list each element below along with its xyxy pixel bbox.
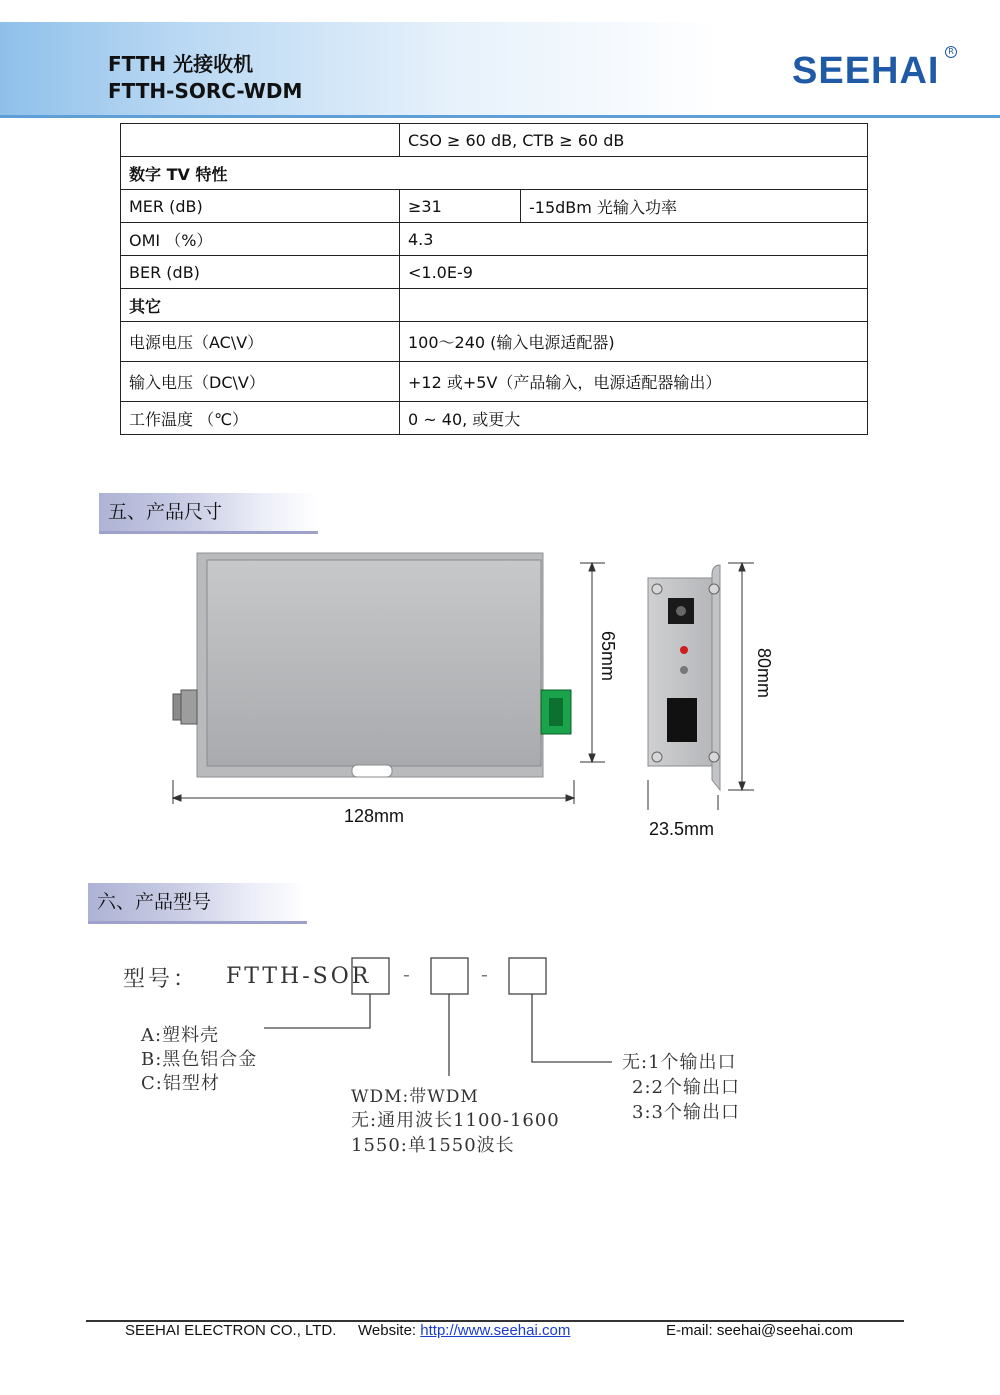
side-height-dimension-label: 80mm xyxy=(754,648,774,699)
model-label: 型号： xyxy=(123,967,199,992)
housing-option: C:铝型材 xyxy=(141,1073,220,1094)
spec-section-heading: 数字 TV 特性 xyxy=(121,157,868,190)
spec-cell: CSO ≥ 60 dB, CTB ≥ 60 dB xyxy=(400,124,868,157)
width-dimension-label: 128mm xyxy=(344,806,405,826)
front-view-image xyxy=(173,553,571,777)
spec-cell: +12 或+5V（产品输入，电源适配器输出） xyxy=(400,362,868,402)
spec-cell: 输入电压（DC\V） xyxy=(121,362,400,402)
footer-website xyxy=(358,1322,570,1339)
footer-website-label: Website: xyxy=(358,1322,417,1339)
seehai-logo: SEEHAI xyxy=(792,50,940,92)
spec-cell: 4.3 xyxy=(400,223,868,256)
spec-cell: <1.0E-9 xyxy=(400,256,868,289)
spec-cell: 工作温度 （℃） xyxy=(121,402,400,435)
model-dash: - xyxy=(403,962,411,986)
wdm-option: 1550:单1550波长 xyxy=(351,1135,515,1156)
housing-option: A:塑料壳 xyxy=(141,1025,220,1046)
model-dash: - xyxy=(481,962,489,986)
output-option: 无:1个输出口 xyxy=(622,1052,737,1073)
housing-option: B:黑色铝合金 xyxy=(141,1049,258,1070)
section-heading-dimensions: 五、产品尺寸 xyxy=(99,493,318,534)
spec-cell: OMI （%） xyxy=(121,223,400,256)
spec-cell: ≥31 xyxy=(400,190,521,223)
spec-section-heading: 其它 xyxy=(121,289,400,322)
spec-cell: 电源电压（AC\V） xyxy=(121,322,400,362)
footer-company: SEEHAI ELECTRON CO., LTD. xyxy=(125,1322,337,1339)
spec-cell: 0 ~ 40, 或更大 xyxy=(400,402,868,435)
doc-model: FTTH-SORC-WDM xyxy=(108,79,303,103)
side-height-dimension-line xyxy=(728,563,754,790)
depth-dimension-line xyxy=(648,780,718,810)
spec-cell: BER (dB) xyxy=(121,256,400,289)
output-option: 3:3个输出口 xyxy=(632,1102,740,1123)
side-view-image xyxy=(648,565,720,790)
spec-cell: 100～240 (输入电源适配器) xyxy=(400,322,868,362)
doc-title: FTTH 光接收机 xyxy=(108,52,254,76)
spec-cell: MER (dB) xyxy=(121,190,400,223)
wdm-option: 无:通用波长1100-1600 xyxy=(351,1110,560,1131)
model-prefix: FTTH-SOR xyxy=(226,964,372,989)
depth-dimension-label: 23.5mm xyxy=(649,819,715,839)
registered-mark: R xyxy=(945,46,957,58)
wdm-option: WDM:带WDM xyxy=(351,1087,479,1107)
output-option: 2:2个输出口 xyxy=(632,1077,740,1098)
website-link[interactable]: http://www.seehai.com xyxy=(420,1322,571,1339)
footer-email: E-mail: seehai@seehai.com xyxy=(666,1322,853,1339)
spec-cell: -15dBm 光输入功率 xyxy=(521,190,868,223)
width-dimension-line xyxy=(173,780,574,804)
height-dimension-label: 65mm xyxy=(598,631,618,682)
section-heading-model: 六、产品型号 xyxy=(88,883,307,924)
